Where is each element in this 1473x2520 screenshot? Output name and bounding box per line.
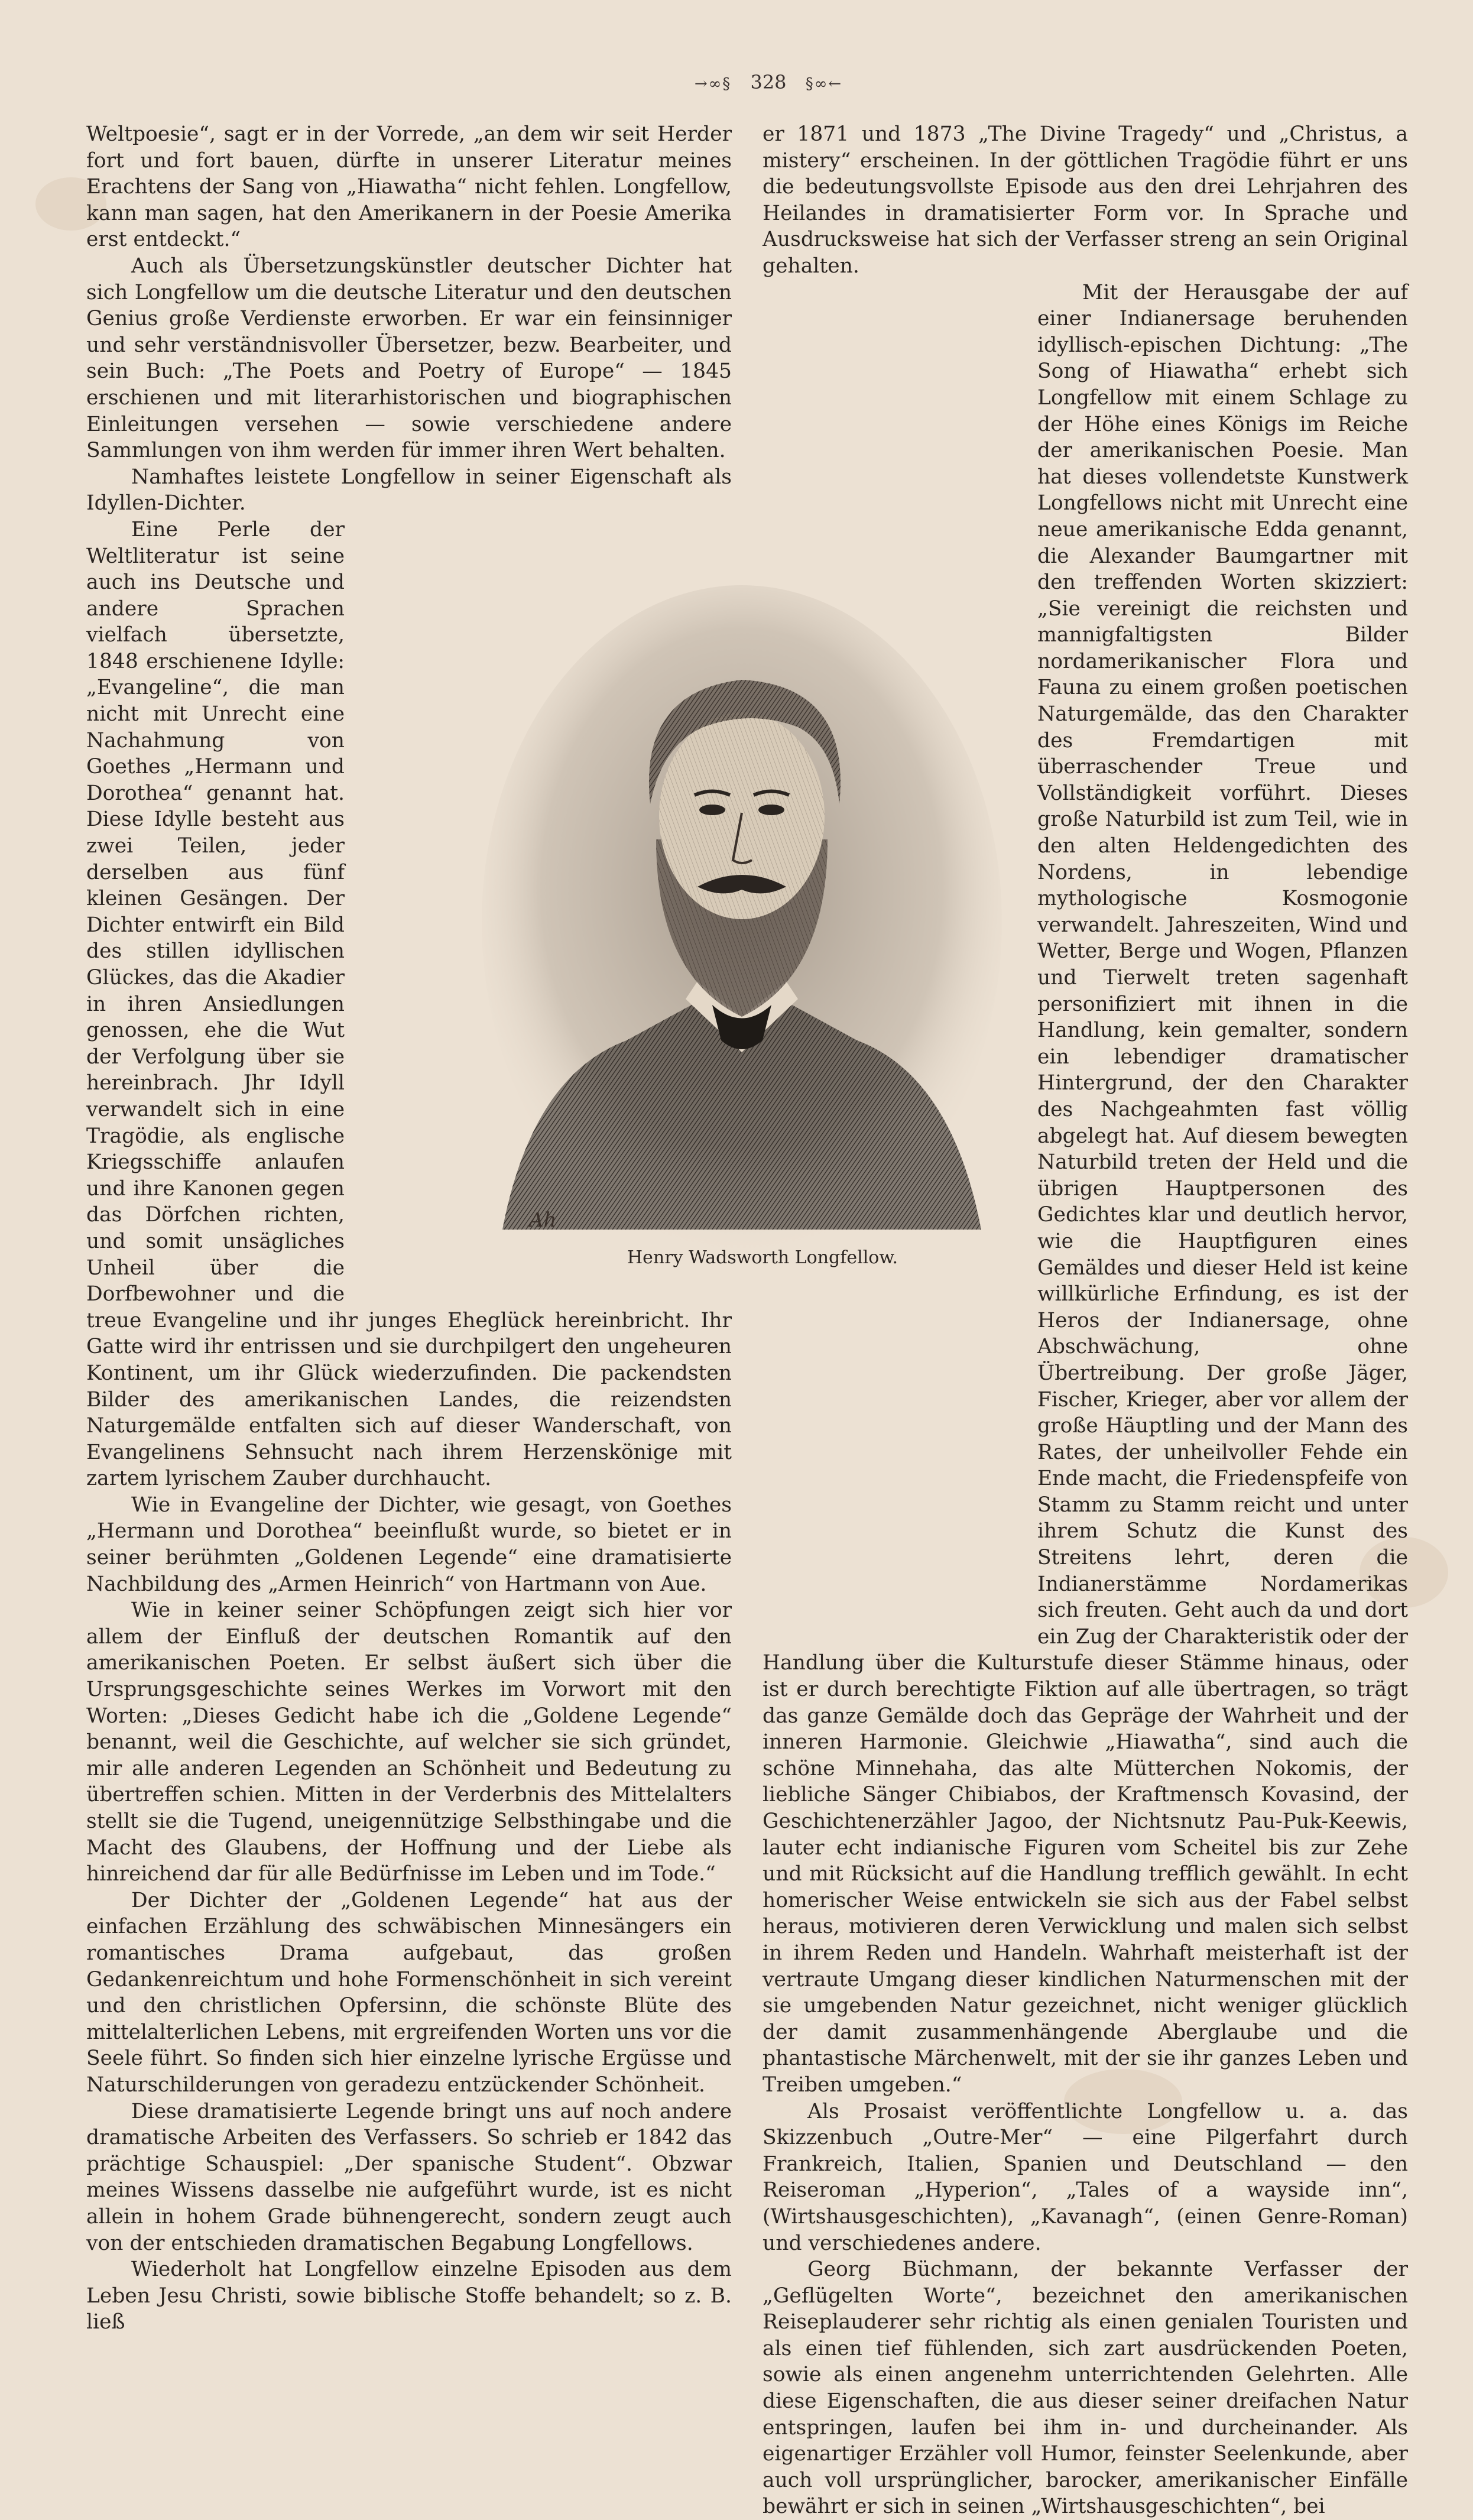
page-header	[650, 71, 887, 100]
paragraph: Diese dramatisierte Legende bringt uns auf noch andere dramatische Arbeiten des Verfassers. So schrieb er 1842 das prächtige Schauspiel: „Der spanische Student“. Obzwar meines Wissens dasselbe nie aufgeführt wurde, ist es nicht allein in hohem Grade bühnengerecht, sondern zeugt auch von der entschieden dramatischen Begabung Longfellows.	[86, 2099, 732, 2255]
right-eye	[758, 805, 784, 815]
paragraph: Weltpoesie“, sagt er in der Vorrede, „an dem wir seit Herder fort und fort bauen, dürfte in unserer Literatur meines Erachtens der Sang von „Hiawatha“ nicht fehlen. Longfellow, kann man sagen, hat den Amerikanern in der Poesie Amerika erst entdeckt.“	[86, 122, 732, 252]
paragraph: Auch als Übersetzungskünstler deutscher Dichter hat sich Longfellow um die deutsche Literatur und den deutschen Genius große Verdienste erworben. Er war ein feinsinniger und sehr verständnisvoller Übersetzer, bezw. Bearbeiter, und sein Buch: „The Poets and Poetry of Europe“ — 1845 erschienen und mit literarhistorischen und biographischen Einleitungen versehen — sowie verschiedene andere Sammlungen von ihm werden für immer ihren Wert behalten.	[86, 254, 732, 463]
paragraph: Eine Perle der Weltliteratur ist seine auch ins Deutsche und andere Sprachen vielfach übersetzte, 1848 erschienene Idylle: „Evangeline“, die man nicht mit Unrecht eine Nachahmung von Goethes „Hermann und Dorothea“ genannt hat. Diese Idylle besteht aus zwei Teilen, jeder derselben aus fünf kleinen Gesängen. Der Dichter entwirft ein Bild des stillen idyllischen Glückes, das die Akadier in ihren Ansiedlungen genossen, ehe die Wut der Verfolgung über sie hereinbrach. Jhr Idyll verwandelt sich in eine Tragödie, als englische Kriegsschiffe anlaufen und ihre Kanonen gegen das Dörfchen richten, und somit unsägliches Unheil über die Dorfbewohner und die treue Evangeline und ihr junges Eheglück hereinbricht. Ihr Gatte wird ihr entrissen und sie durchpilgert den ungeheuren Kontinent, um ihr Glück wiederzufinden. Die packendsten Bilder des amerikanischen Landes, die reizendsten Naturgemälde entfalten sich auf dieser Wanderschaft, von Evangelinens Sehnsucht nach ihrem Herzenskönige mit zartem lyrischem Zauber durchhaucht.	[86, 517, 732, 1491]
portrait-engraving	[479, 591, 1005, 1271]
paragraph: Wie in Evangeline der Dichter, wie gesagt, von Goethes „Hermann und Dorothea“ beeinflußt wurde, so bietet er in seiner berühmten „Goldenen Legende“ eine dramatisierte Nachbildung des „Armen Heinrich“ von Hartmann von Aue.	[86, 1493, 732, 1596]
engraver-signature: Ah	[529, 1208, 557, 1232]
paragraph: Namhaftes leistete Longfellow in seiner Eigenschaft als Idyllen-Dichter.	[86, 465, 732, 515]
paragraph: Mit der Herausgabe der auf einer Indianersage beruhenden idyllisch-epischen Dichtung: „The Song of Hiawatha“ erhebt sich Longfellow mit einem Schlage zu der Höhe eines Königs im Reiche der amerikanischen Poesie. Man hat dieses vollendetste Kunstwerk Longfellows nicht mit Unrecht eine neue amerikanische Edda genannt, die Alexander Baumgartner mit den treffenden Worten skizziert: „Sie vereinigt die reichsten und mannigfaltigsten Bilder nordamerikanischer Flora und Fauna zu einem großen poetischen Naturgemälde, das den Charakter des Fremdartigen mit überraschender Treue und Vollständigkeit vorführt. Dieses große Naturbild ist zum Teil, wie in den alten Heldengedichten des Nordens, in lebendige mythologische Kosmogonie verwandelt. Jahreszeiten, Wind und Wetter, Berge und Wogen, Pflanzen und Tierwelt treten sagenhaft personifiziert mit ihnen in die Handlung, kein gemalter, sondern ein lebendiger dramatischer Hintergrund, der den Charakter des Nachgeahmten fast völlig abgelegt hat. Auf diesem bewegten Naturbild treten der Held und die übrigen Hauptpersonen des Gedichtes klar und deutlich hervor, wie die Hauptfiguren eines Gemäldes und dieser Held ist keine willkürliche Erfindung, es ist der Heros der Indianersage, ohne Abschwächung, ohne Übertreibung. Der große Jäger, Fischer, Krieger, aber vor allem der große Häuptling und der Mann des Rates, der unheilvoller Fehde ein Ende macht, die Friedenspfeife von Stamm zu Stamm reicht und unter ihrem Schutz die Kunst des Streitens lehrt, deren die Indianerstämme Nordamerikas sich freuten. Geht auch da und dort ein Zug der Charakteristik oder der Handlung über die Kulturstufe dieser Stämme hinaus, oder ist er durch berechtigte Fiktion auf alle übertragen, so trägt das ganze Gemälde doch das Gepräge der Wahrheit und der inneren Harmonie. Gleichwie „Hiawatha“, sind auch die schöne Minnehaha, das alte Mütterchen Nokomis, der liebliche Sänger Chibiabos, der Kraftmensch Kovasind, der Geschichtenerzähler Jagoo, der Nichtsnutz Pau-Puk-Keewis, lauter echt indianische Figuren vom Scheitel bis zur Zehe und mit Rücksicht auf die Handlung trefflich gewählt. In echt homerischer Weise entwickeln sie sich aus der Fabel selbst heraus, motivieren deren Verwicklung und malen sich selbst in ihrem Reden und Handeln. Wahrhaft meisterhaft ist der vertraute Umgang dieser kindlichen Naturmenschen mit der sie umgebenden Natur gezeichnet, nicht weniger glücklich der damit zusammenhängende Aberglaube und die phantastische Märchenwelt, mit der sie ihr ganzes Leben und Treiben umgeben.“	[763, 280, 1408, 2097]
header-ornament-left: →∞§	[694, 75, 732, 93]
paragraph: Wiederholt hat Longfellow einzelne Episoden aus dem Leben Jesu Christi, sowie biblische Stoffe behandelt; so z. B. ließ	[86, 2258, 732, 2334]
header-ornament-right: §∞←	[805, 75, 843, 93]
paragraph: Als Prosaist veröffentlichte Longfellow u. a. das Skizzenbuch „Outre-Mer“ — eine Pilgerfahrt durch Frankreich, Italien, Spanien und Deutschland — den Reiseroman „Hyperion“, „Tales of a wayside inn“, (Wirtshausgeschichten), „Kavanagh“, (einen Genre-Roman) und verschiedenes andere.	[763, 2099, 1408, 2255]
page-number: 328	[750, 71, 787, 93]
paragraph: Georg Büchmann, der bekannte Verfasser der „Geflügelten Worte“, bezeichnet den amerikanischen Reiseplauderer sehr richtig als einen genialen Touristen und als einen tief fühlenden, sich zart ausdrückenden Poeten, sowie als einen angenehm unterrichtenden Gelehrten. Alle diese Eigenschaften, die aus dieser seiner dreifachen Natur entspringen, laufen bei ihm in- und durcheinander. Als eigenartiger Erzähler voll Humor, feinster Seelenkunde, aber auch voll ursprünglicher, barocker, amerikanischer Einfälle bewährt er sich in seinen „Wirtshausgeschichten“, bei	[763, 2258, 1408, 2519]
paragraph: Wie in keiner seiner Schöpfungen zeigt sich hier vor allem der Einfluß der deutschen Romantik auf den amerikanischen Poeten. Er selbst äußert sich über die Ursprungsgeschichte seines Werkes im Vorwort mit den Worten: „Dieses Gedicht habe ich die „Goldene Legende“ benannt, weil die Geschichte, auf welcher sie sich gründet, mir alle anderen Legenden an Schönheit und Bedeutung zu übertreffen schien. Mitten in der Verderbnis des Mittelalters stellt sie die Tugend, uneigennützige Selbsthingabe und die Macht des Glaubens, der Hoffnung und der Liebe als hinreichend dar für alle Bedürfnisse im Leben und im Tode.“	[86, 1598, 732, 1886]
right-column	[763, 121, 1408, 2520]
portrait-caption: Henry Wadsworth Longfellow.	[627, 1247, 898, 1268]
paragraph: er 1871 und 1873 „The Divine Tragedy“ und „Christus, a mistery“ erscheinen. In der göttlichen Tragödie führt er uns die bedeutungsvollste Episode aus den drei Lehrjahren des Heilandes in dramatisierter Form vor. In Sprache und Ausdrucksweise hat sich der Verfasser streng an sein Original gehalten.	[763, 122, 1408, 278]
paragraph: Der Dichter der „Goldenen Legende“ hat aus der einfachen Erzählung des schwäbischen Minnesängers ein romantisches Drama aufgebaut, das großen Gedankenreichtum und hohe Formenschönheit in sich vereint und den christlichen Opfersinn, die schönste Blüte des mittelalterlichen Lebens, mit ergreifenden Worten uns vor die Seele führt. So finden sich hier einzelne lyrische Ergüsse und Naturschilderungen von geradezu entzückender Schönheit.	[86, 1888, 732, 2097]
left-eye	[699, 805, 725, 815]
